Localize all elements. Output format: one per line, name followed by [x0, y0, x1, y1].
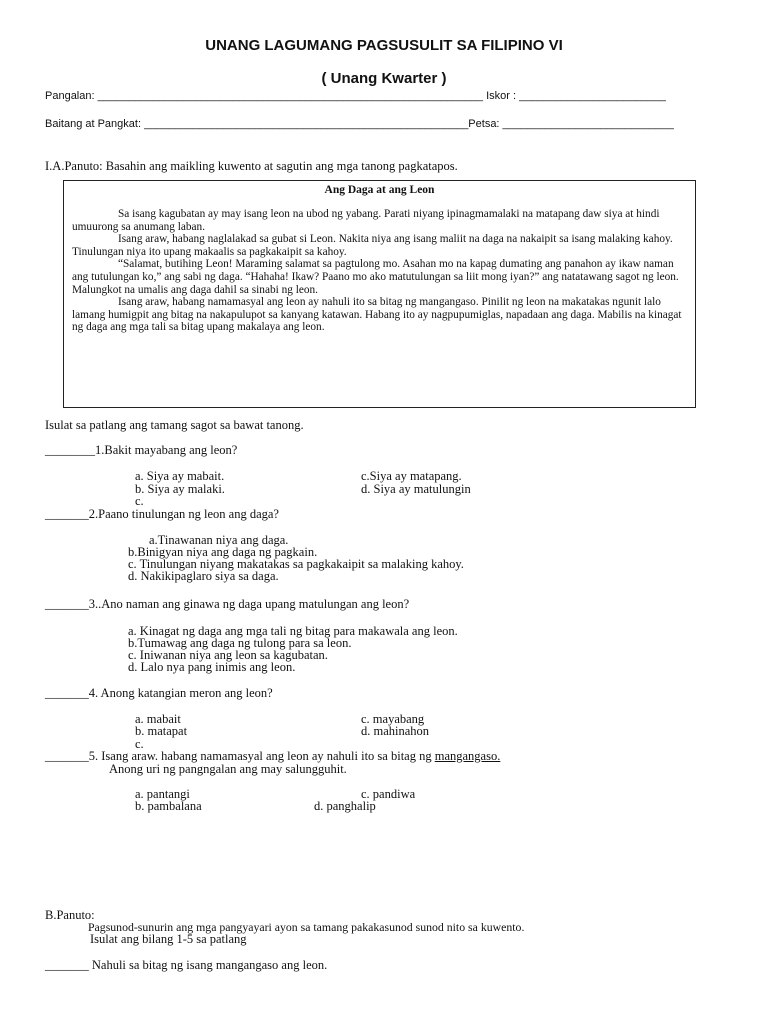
q1-option-c-blank: c.: [135, 494, 144, 508]
story-title: Ang Daga at ang Leon: [324, 184, 435, 196]
q4-option-a: a. mabait: [135, 712, 181, 726]
q1-option-d: d. Siya ay matulungin: [361, 482, 471, 496]
part-b-instruction-2: Isulat ang bilang 1-5 sa patlang: [90, 932, 247, 946]
story-paragraph: “Salamat, butihing Leon! Maraming salamat sa pagtulong mo. Asahan mo na kapag dumating ang panahon ay ikaw naman ang tutulungan ko,” ang sabi ng daga. “Hahaha! Ikaw? Paano mo ako matutulungan sa liit mong iyan?” ang natatawang sagot ng leon. Malungkot na umalis ang daga dahil sa sinabi ng leon.: [72, 258, 679, 296]
grade-date-row: Baitang at Pangkat: _____________________________________________________Petsa: ____________________________: [45, 118, 674, 130]
page-subtitle: ( Unang Kwarter ): [321, 70, 447, 87]
q5-option-b: b. pambalana: [135, 799, 202, 813]
q3-option-b: b.Tumawag ang daga ng tulong para sa leon.: [128, 636, 352, 650]
q3-option-a: a. Kinagat ng daga ang mga tali ng bitag para makawala ang leon.: [128, 624, 458, 638]
q5-option-c: c. pandiwa: [361, 787, 416, 801]
q2-option-d: d. Nakikipaglaro siya sa daga.: [128, 569, 279, 583]
story-text: [72, 208, 692, 334]
question-4: _______4. Anong katangian meron ang leon?: [45, 686, 273, 700]
question-5-prompt: Anong uri ng pangngalan ang may salungguhit.: [109, 762, 347, 776]
q3-option-c: c. Iniwanan niya ang leon sa kagubatan.: [128, 648, 328, 662]
q4-option-b: b. matapat: [135, 724, 188, 738]
part-b-item: _______ Nahuli sa bitag ng isang mangangaso ang leon.: [45, 958, 328, 972]
q5-option-a: a. pantangi: [135, 787, 190, 801]
question-1: ________1.Bakit mayabang ang leon?: [45, 443, 238, 457]
q1-option-a: a. Siya ay mabait.: [135, 469, 225, 483]
underlined-word: mangangaso.: [434, 749, 501, 763]
q2-option-b: b.Binigyan niya ang daga ng pagkain.: [128, 545, 318, 559]
question-3: _______3..Ano naman ang ginawa ng daga upang matulungan ang leon?: [45, 597, 410, 611]
part-b-heading: B.Panuto:: [45, 908, 95, 922]
story-paragraph: Isang araw, habang naglalakad sa gubat si Leon. Nakita niya ang isang maliit na daga na nakaipit sa isang malaking kahoy. Tinulungan niya ito upang makaalis sa pagkakaipit sa kahoy.: [72, 233, 673, 258]
story-box: [63, 180, 696, 408]
q4-option-c-blank: c.: [135, 737, 144, 751]
story-paragraph: Isang araw, habang namamasyal ang leon ay nahuli ito sa bitag ng mangangaso. Pinilit ng leon na makatakas ngunit lalo lamang humigpit ang bitag na nakapulupot sa kanyang katawan. Habang ito ay nagpupumiglas, napadaan ang daga. Mabilis na kinagat ng daga ang mga tali sa bitag upang makalaya ang leon.: [72, 296, 682, 334]
q4-option-d: d. mahinahon: [361, 724, 430, 738]
q3-option-d: d. Lalo nya pang inimis ang leon.: [128, 660, 296, 674]
q2-option-c: c. Tinulungan niyang makatakas sa pagkakaipit sa malaking kahoy.: [128, 557, 464, 571]
name-score-row: Pangalan: _______________________________________________________________ Iskor : ________________________: [45, 90, 666, 102]
q5-option-d: d. panghalip: [314, 799, 376, 813]
question-2: _______2.Paano tinulungan ng leon ang daga?: [45, 507, 279, 521]
q1-option-b: b. Siya ay malaki.: [135, 482, 225, 496]
q2-option-a: a.Tinawanan niya ang daga.: [149, 533, 289, 547]
part-b-instruction-1: Pagsunod-sunurin ang mga pangyayari ayon sa tamang pakakasunod sunod nito sa kuwento.: [88, 920, 525, 934]
story-paragraph: Sa isang kagubatan ay may isang leon na ubod ng yabang. Parati niyang ipinagmamalaki na matapang daw siya at hindi umuurong sa anumang laban.: [72, 208, 660, 233]
part-a-subinstruction: Isulat sa patlang ang tamang sagot sa bawat tanong.: [45, 418, 304, 432]
question-5-text: _______5. Isang araw. habang namamasyal ang leon ay nahuli ito sa bitag ng: [45, 749, 435, 763]
q4-option-c: c. mayabang: [361, 712, 425, 726]
part-a-instruction: I.A.Panuto: Basahin ang maikling kuwento at sagutin ang mga tanong pagkatapos.: [45, 159, 458, 173]
page-title: UNANG LAGUMANG PAGSUSULIT SA FILIPINO VI: [205, 37, 563, 54]
q1-option-c: c.Siya ay matapang.: [361, 469, 462, 483]
